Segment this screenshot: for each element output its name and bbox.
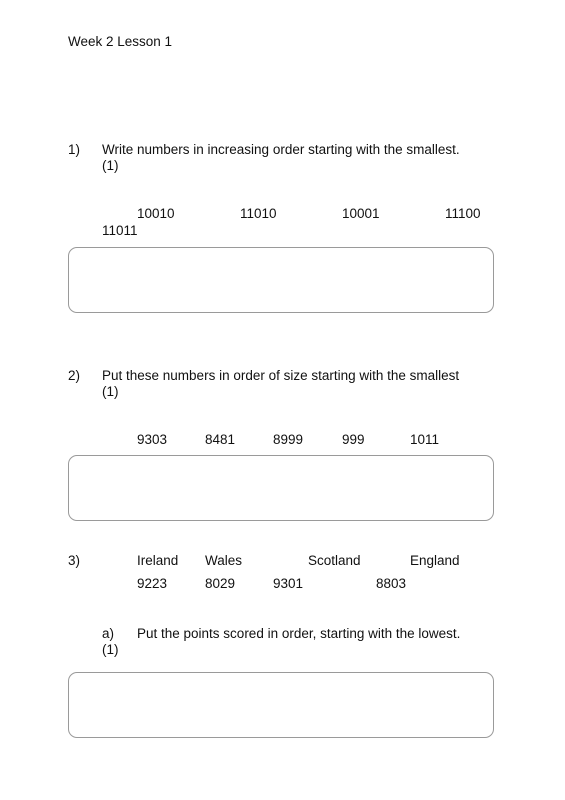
q3-score-4: 8803: [376, 576, 407, 591]
q3a-marks: (1): [102, 642, 119, 657]
q1-number: 1): [68, 142, 81, 157]
q3a-label: a): [102, 626, 115, 641]
q2-instruction: Put these numbers in order of size starting with the smallest: [102, 368, 460, 383]
q2-value-3: 8999: [273, 432, 304, 447]
q1-value-2: 11010: [240, 206, 277, 221]
q1-marks: (1): [102, 158, 119, 173]
q2-answer-box[interactable]: [68, 455, 494, 521]
q2-value-4: 999: [342, 432, 365, 447]
q1-value-3: 10001: [342, 206, 380, 221]
q1-value-5: 11011: [102, 223, 138, 238]
q2-value-5: 1011: [410, 432, 440, 447]
q1-answer-box[interactable]: [68, 247, 494, 313]
q3-score-3: 9301: [273, 576, 304, 591]
q1-instruction: Write numbers in increasing order starting with the smallest.: [102, 142, 460, 157]
q2-value-1: 9303: [137, 432, 168, 447]
q3a-answer-box[interactable]: [68, 672, 494, 738]
q3-country-1: Ireland: [137, 553, 179, 568]
q3a-instruction: Put the points scored in order, starting with the lowest.: [137, 626, 461, 641]
q2-marks: (1): [102, 384, 119, 399]
page-title: Week 2 Lesson 1: [68, 34, 173, 49]
q3-score-1: 9223: [137, 576, 168, 591]
q1-value-4: 11100: [445, 206, 481, 221]
q3-number: 3): [68, 553, 81, 568]
q1-value-1: 10010: [137, 206, 175, 221]
q2-value-2: 8481: [205, 432, 236, 447]
q2-number: 2): [68, 368, 81, 383]
q3-country-4: England: [410, 553, 460, 568]
q3-country-3: Scotland: [308, 553, 361, 568]
q3-score-2: 8029: [205, 576, 236, 591]
q3-country-2: Wales: [205, 553, 243, 568]
